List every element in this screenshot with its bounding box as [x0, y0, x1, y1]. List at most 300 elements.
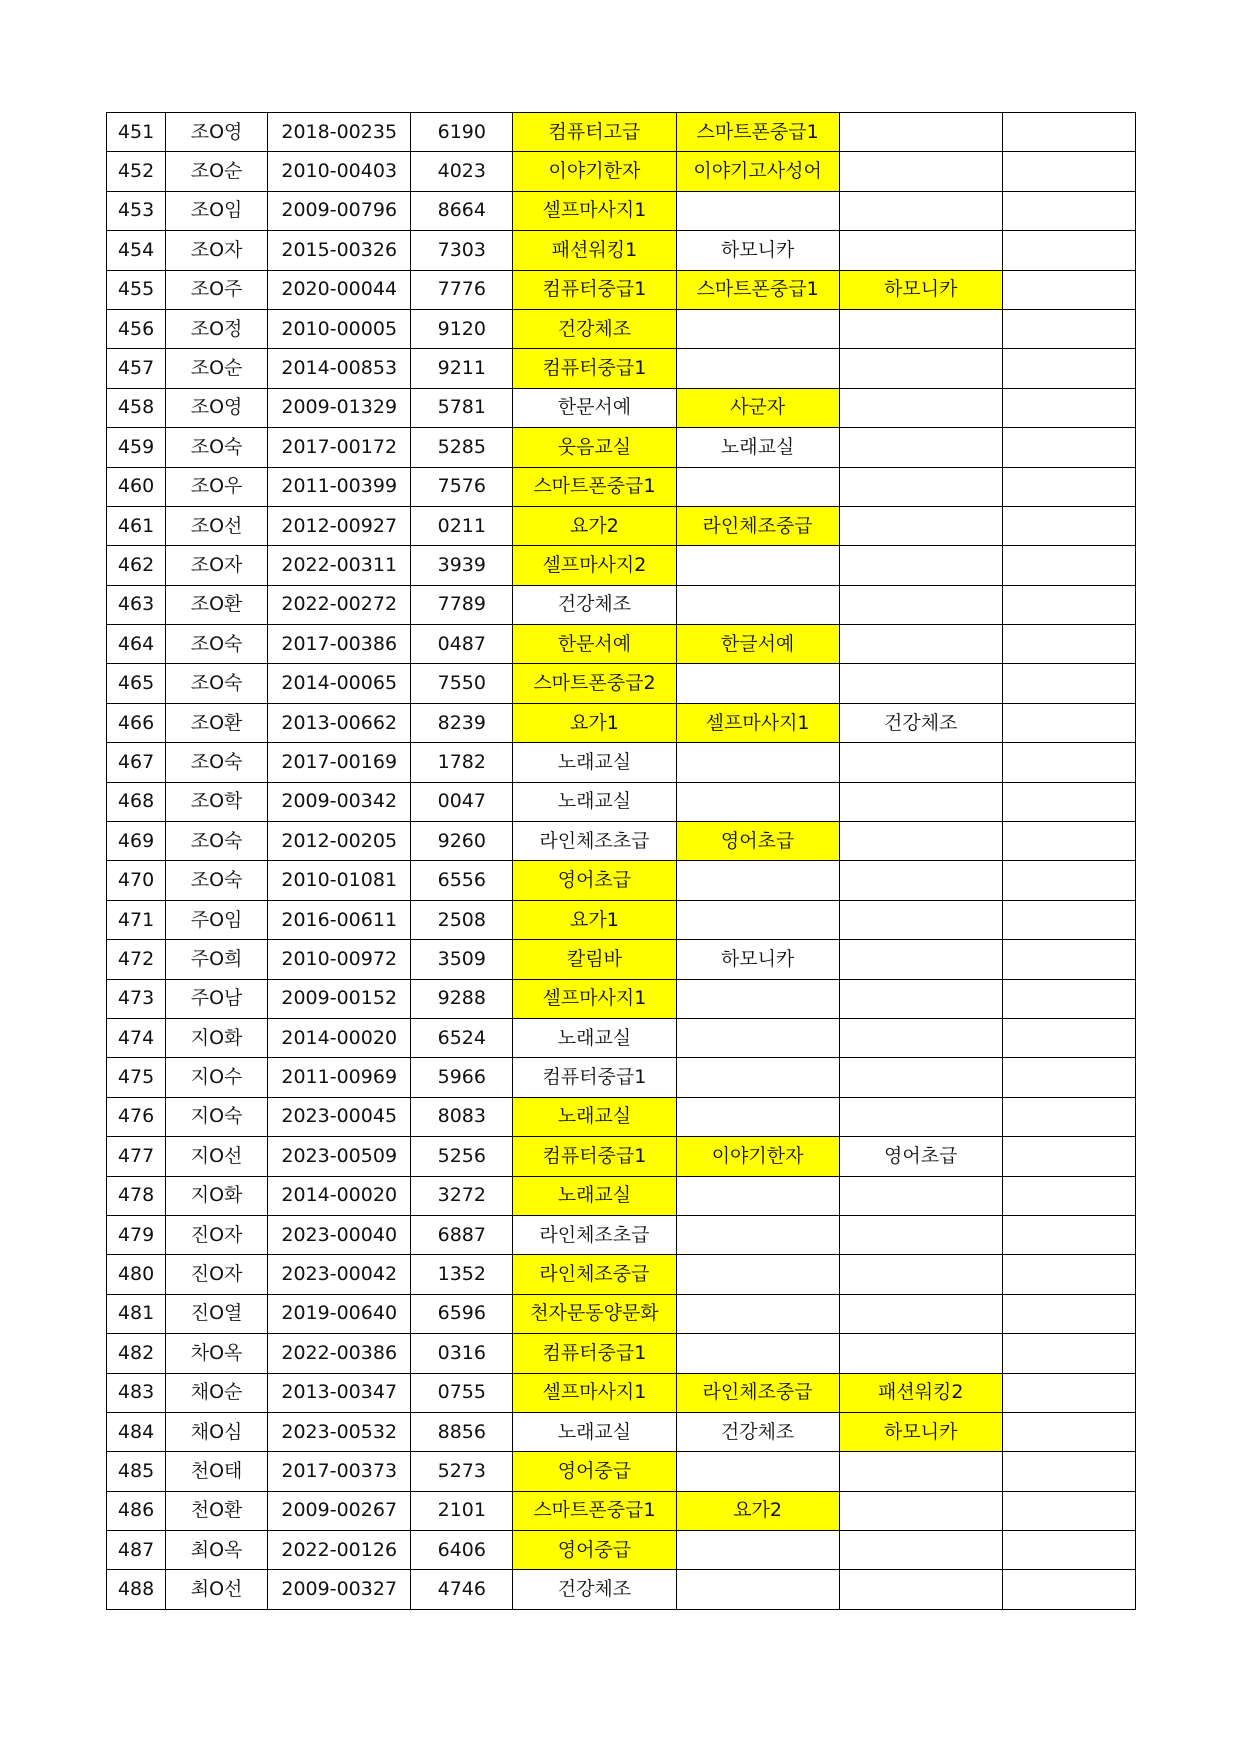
- course-3-cell: [839, 1294, 1002, 1333]
- table-row: [107, 1570, 1136, 1609]
- course-1-cell: 영어중급: [513, 1531, 676, 1570]
- member-name-cell: 지O화: [166, 1176, 268, 1215]
- course-1-cell: 건강체조: [513, 1570, 676, 1609]
- empty-cell: [1002, 349, 1135, 388]
- course-1-cell: 컴퓨터중급1: [513, 1334, 676, 1373]
- course-2-cell: [676, 1255, 839, 1294]
- member-code-cell: 5256: [411, 1137, 513, 1176]
- member-id-cell: 2013-00347: [268, 1373, 411, 1412]
- row-number-cell: 487: [107, 1531, 166, 1570]
- course-3-cell: [839, 546, 1002, 585]
- course-1-cell: 칼림바: [513, 940, 676, 979]
- row-number-cell: 471: [107, 900, 166, 939]
- row-number-cell: 470: [107, 861, 166, 900]
- row-number-cell: 453: [107, 191, 166, 230]
- course-2-cell: 셀프마사지1: [676, 703, 839, 742]
- table-row: [107, 1097, 1136, 1136]
- table-row: [107, 191, 1136, 230]
- row-number-cell: 488: [107, 1570, 166, 1609]
- course-2-cell: [676, 1058, 839, 1097]
- member-id-cell: 2012-00205: [268, 822, 411, 861]
- course-1-cell: 셀프마사지1: [513, 979, 676, 1018]
- member-name-cell: 지O수: [166, 1058, 268, 1097]
- member-name-cell: 조O환: [166, 585, 268, 624]
- table-row: [107, 703, 1136, 742]
- course-1-cell: 라인체조초급: [513, 822, 676, 861]
- course-3-cell: [839, 861, 1002, 900]
- member-name-cell: 조O숙: [166, 428, 268, 467]
- empty-cell: [1002, 231, 1135, 270]
- empty-cell: [1002, 1137, 1135, 1176]
- course-3-cell: [839, 506, 1002, 545]
- empty-cell: [1002, 1373, 1135, 1412]
- member-id-cell: 2014-00853: [268, 349, 411, 388]
- course-2-cell: [676, 1570, 839, 1609]
- course-3-cell: [839, 1018, 1002, 1057]
- member-id-cell: 2010-01081: [268, 861, 411, 900]
- member-id-cell: 2023-00509: [268, 1137, 411, 1176]
- member-id-cell: 2011-00969: [268, 1058, 411, 1097]
- course-3-cell: 영어초급: [839, 1137, 1002, 1176]
- row-number-cell: 462: [107, 546, 166, 585]
- row-number-cell: 474: [107, 1018, 166, 1057]
- member-code-cell: 8239: [411, 703, 513, 742]
- course-3-cell: [839, 152, 1002, 191]
- table-row: [107, 1531, 1136, 1570]
- course-2-cell: 영어초급: [676, 822, 839, 861]
- member-name-cell: 조O영: [166, 113, 268, 152]
- empty-cell: [1002, 625, 1135, 664]
- member-id-cell: 2022-00272: [268, 585, 411, 624]
- course-1-cell: 노래교실: [513, 1018, 676, 1057]
- member-code-cell: 5781: [411, 388, 513, 427]
- member-name-cell: 지O선: [166, 1137, 268, 1176]
- empty-cell: [1002, 1255, 1135, 1294]
- course-1-cell: 컴퓨터중급1: [513, 349, 676, 388]
- course-1-cell: 노래교실: [513, 782, 676, 821]
- member-id-cell: 2013-00662: [268, 703, 411, 742]
- table-row: [107, 1058, 1136, 1097]
- course-1-cell: 컴퓨터중급1: [513, 1137, 676, 1176]
- course-2-cell: [676, 349, 839, 388]
- member-name-cell: 조O숙: [166, 861, 268, 900]
- member-code-cell: 7550: [411, 664, 513, 703]
- empty-cell: [1002, 152, 1135, 191]
- course-2-cell: 하모니카: [676, 231, 839, 270]
- course-3-cell: [839, 191, 1002, 230]
- empty-cell: [1002, 1176, 1135, 1215]
- table-row: [107, 940, 1136, 979]
- course-1-cell: 요가1: [513, 703, 676, 742]
- member-id-cell: 2011-00399: [268, 467, 411, 506]
- course-2-cell: [676, 191, 839, 230]
- table-row: [107, 861, 1136, 900]
- empty-cell: [1002, 467, 1135, 506]
- member-name-cell: 조O학: [166, 782, 268, 821]
- row-number-cell: 465: [107, 664, 166, 703]
- member-name-cell: 지O숙: [166, 1097, 268, 1136]
- empty-cell: [1002, 1215, 1135, 1254]
- table-row: [107, 1137, 1136, 1176]
- course-2-cell: [676, 1097, 839, 1136]
- course-1-cell: 영어중급: [513, 1452, 676, 1491]
- course-2-cell: [676, 979, 839, 1018]
- course-2-cell: [676, 1294, 839, 1333]
- empty-cell: [1002, 546, 1135, 585]
- course-2-cell: [676, 1334, 839, 1373]
- row-number-cell: 454: [107, 231, 166, 270]
- course-3-cell: [839, 388, 1002, 427]
- course-1-cell: 한문서예: [513, 625, 676, 664]
- member-code-cell: 0487: [411, 625, 513, 664]
- course-3-cell: [839, 231, 1002, 270]
- table-row: [107, 1294, 1136, 1333]
- member-name-cell: 조O자: [166, 546, 268, 585]
- empty-cell: [1002, 861, 1135, 900]
- member-name-cell: 채O순: [166, 1373, 268, 1412]
- member-code-cell: 3272: [411, 1176, 513, 1215]
- course-1-cell: 이야기한자: [513, 152, 676, 191]
- row-number-cell: 459: [107, 428, 166, 467]
- course-1-cell: 라인체조초급: [513, 1215, 676, 1254]
- member-name-cell: 조O자: [166, 231, 268, 270]
- member-code-cell: 6190: [411, 113, 513, 152]
- member-id-cell: 2020-00044: [268, 270, 411, 309]
- member-id-cell: 2009-01329: [268, 388, 411, 427]
- course-3-cell: [839, 349, 1002, 388]
- enrollment-table: [106, 112, 1136, 1610]
- course-3-cell: [839, 1255, 1002, 1294]
- empty-cell: [1002, 1491, 1135, 1530]
- member-code-cell: 4023: [411, 152, 513, 191]
- member-name-cell: 조O임: [166, 191, 268, 230]
- row-number-cell: 485: [107, 1452, 166, 1491]
- empty-cell: [1002, 428, 1135, 467]
- course-3-cell: 건강체조: [839, 703, 1002, 742]
- row-number-cell: 466: [107, 703, 166, 742]
- table-row: [107, 388, 1136, 427]
- table-row: [107, 1452, 1136, 1491]
- member-code-cell: 6406: [411, 1531, 513, 1570]
- member-name-cell: 주O임: [166, 900, 268, 939]
- member-code-cell: 1782: [411, 743, 513, 782]
- row-number-cell: 473: [107, 979, 166, 1018]
- course-1-cell: 요가2: [513, 506, 676, 545]
- member-name-cell: 진O자: [166, 1255, 268, 1294]
- member-name-cell: 조O순: [166, 349, 268, 388]
- course-2-cell: 라인체조중급: [676, 1373, 839, 1412]
- member-code-cell: 3509: [411, 940, 513, 979]
- row-number-cell: 456: [107, 309, 166, 348]
- member-id-cell: 2009-00267: [268, 1491, 411, 1530]
- table-row: [107, 1176, 1136, 1215]
- row-number-cell: 452: [107, 152, 166, 191]
- member-id-cell: 2009-00796: [268, 191, 411, 230]
- member-name-cell: 조O숙: [166, 822, 268, 861]
- table-row: [107, 270, 1136, 309]
- member-code-cell: 5273: [411, 1452, 513, 1491]
- course-1-cell: 노래교실: [513, 743, 676, 782]
- empty-cell: [1002, 900, 1135, 939]
- member-id-cell: 2010-00972: [268, 940, 411, 979]
- course-1-cell: 컴퓨터고급: [513, 113, 676, 152]
- member-code-cell: 7776: [411, 270, 513, 309]
- course-2-cell: [676, 861, 839, 900]
- member-id-cell: 2019-00640: [268, 1294, 411, 1333]
- table-row: [107, 900, 1136, 939]
- course-2-cell: 한글서예: [676, 625, 839, 664]
- table-row: [107, 1215, 1136, 1254]
- member-code-cell: 8083: [411, 1097, 513, 1136]
- table-row: [107, 625, 1136, 664]
- member-code-cell: 0755: [411, 1373, 513, 1412]
- member-id-cell: 2010-00005: [268, 309, 411, 348]
- table-row: [107, 231, 1136, 270]
- empty-cell: [1002, 1570, 1135, 1609]
- member-id-cell: 2017-00169: [268, 743, 411, 782]
- empty-cell: [1002, 388, 1135, 427]
- empty-cell: [1002, 191, 1135, 230]
- course-1-cell: 건강체조: [513, 585, 676, 624]
- empty-cell: [1002, 703, 1135, 742]
- member-code-cell: 7789: [411, 585, 513, 624]
- table-row: [107, 309, 1136, 348]
- row-number-cell: 468: [107, 782, 166, 821]
- row-number-cell: 476: [107, 1097, 166, 1136]
- empty-cell: [1002, 506, 1135, 545]
- table-row: [107, 546, 1136, 585]
- member-code-cell: 7576: [411, 467, 513, 506]
- member-id-cell: 2022-00311: [268, 546, 411, 585]
- empty-cell: [1002, 1294, 1135, 1333]
- course-3-cell: [839, 428, 1002, 467]
- member-code-cell: 0316: [411, 1334, 513, 1373]
- table-row: [107, 1412, 1136, 1451]
- table-row: [107, 467, 1136, 506]
- course-1-cell: 영어초급: [513, 861, 676, 900]
- member-code-cell: 5285: [411, 428, 513, 467]
- member-name-cell: 주O희: [166, 940, 268, 979]
- course-2-cell: 사군자: [676, 388, 839, 427]
- course-2-cell: 이야기한자: [676, 1137, 839, 1176]
- member-id-cell: 2017-00172: [268, 428, 411, 467]
- row-number-cell: 458: [107, 388, 166, 427]
- course-1-cell: 천자문동양문화: [513, 1294, 676, 1333]
- empty-cell: [1002, 270, 1135, 309]
- member-id-cell: 2017-00373: [268, 1452, 411, 1491]
- member-id-cell: 2014-00020: [268, 1018, 411, 1057]
- table-body: [107, 113, 1136, 1610]
- member-code-cell: 2101: [411, 1491, 513, 1530]
- empty-cell: [1002, 1018, 1135, 1057]
- course-3-cell: [839, 113, 1002, 152]
- member-name-cell: 진O자: [166, 1215, 268, 1254]
- course-2-cell: [676, 900, 839, 939]
- member-name-cell: 천O태: [166, 1452, 268, 1491]
- course-2-cell: [676, 1531, 839, 1570]
- member-code-cell: 6556: [411, 861, 513, 900]
- course-1-cell: 노래교실: [513, 1176, 676, 1215]
- course-2-cell: [676, 1176, 839, 1215]
- member-id-cell: 2010-00403: [268, 152, 411, 191]
- row-number-cell: 484: [107, 1412, 166, 1451]
- member-code-cell: 6596: [411, 1294, 513, 1333]
- course-1-cell: 셀프마사지2: [513, 546, 676, 585]
- table-row: [107, 782, 1136, 821]
- course-1-cell: 한문서예: [513, 388, 676, 427]
- course-2-cell: 스마트폰중급1: [676, 270, 839, 309]
- member-id-cell: 2009-00152: [268, 979, 411, 1018]
- course-3-cell: [839, 467, 1002, 506]
- member-id-cell: 2014-00065: [268, 664, 411, 703]
- empty-cell: [1002, 782, 1135, 821]
- course-3-cell: [839, 743, 1002, 782]
- row-number-cell: 486: [107, 1491, 166, 1530]
- course-3-cell: [839, 1058, 1002, 1097]
- empty-cell: [1002, 940, 1135, 979]
- row-number-cell: 472: [107, 940, 166, 979]
- course-3-cell: [839, 900, 1002, 939]
- member-name-cell: 차O옥: [166, 1334, 268, 1373]
- member-name-cell: 조O환: [166, 703, 268, 742]
- row-number-cell: 455: [107, 270, 166, 309]
- row-number-cell: 482: [107, 1334, 166, 1373]
- member-name-cell: 천O환: [166, 1491, 268, 1530]
- member-name-cell: 조O우: [166, 467, 268, 506]
- course-3-cell: [839, 1452, 1002, 1491]
- course-2-cell: [676, 743, 839, 782]
- member-code-cell: 6887: [411, 1215, 513, 1254]
- empty-cell: [1002, 585, 1135, 624]
- course-2-cell: 라인체조중급: [676, 506, 839, 545]
- course-3-cell: [839, 664, 1002, 703]
- course-1-cell: 노래교실: [513, 1412, 676, 1451]
- table-row: [107, 113, 1136, 152]
- row-number-cell: 461: [107, 506, 166, 545]
- member-code-cell: 2508: [411, 900, 513, 939]
- course-2-cell: [676, 585, 839, 624]
- member-code-cell: 0211: [411, 506, 513, 545]
- course-1-cell: 패션워킹1: [513, 231, 676, 270]
- member-code-cell: 5966: [411, 1058, 513, 1097]
- table-row: [107, 506, 1136, 545]
- member-code-cell: 3939: [411, 546, 513, 585]
- empty-cell: [1002, 743, 1135, 782]
- course-2-cell: [676, 546, 839, 585]
- member-id-cell: 2018-00235: [268, 113, 411, 152]
- member-id-cell: 2023-00040: [268, 1215, 411, 1254]
- member-code-cell: 9288: [411, 979, 513, 1018]
- course-3-cell: [839, 1570, 1002, 1609]
- member-name-cell: 조O정: [166, 309, 268, 348]
- course-3-cell: [839, 940, 1002, 979]
- member-code-cell: 1352: [411, 1255, 513, 1294]
- member-name-cell: 지O화: [166, 1018, 268, 1057]
- row-number-cell: 475: [107, 1058, 166, 1097]
- course-1-cell: 라인체조중급: [513, 1255, 676, 1294]
- member-code-cell: 9260: [411, 822, 513, 861]
- member-id-cell: 2023-00042: [268, 1255, 411, 1294]
- table-row: [107, 1373, 1136, 1412]
- course-3-cell: [839, 1215, 1002, 1254]
- member-name-cell: 조O숙: [166, 664, 268, 703]
- empty-cell: [1002, 1334, 1135, 1373]
- course-2-cell: 노래교실: [676, 428, 839, 467]
- table-row: [107, 664, 1136, 703]
- row-number-cell: 460: [107, 467, 166, 506]
- course-2-cell: 이야기고사성어: [676, 152, 839, 191]
- member-id-cell: 2015-00326: [268, 231, 411, 270]
- course-3-cell: [839, 1334, 1002, 1373]
- empty-cell: [1002, 1097, 1135, 1136]
- course-1-cell: 스마트폰중급2: [513, 664, 676, 703]
- course-1-cell: 컴퓨터중급1: [513, 270, 676, 309]
- course-2-cell: [676, 1215, 839, 1254]
- course-3-cell: [839, 1531, 1002, 1570]
- empty-cell: [1002, 1058, 1135, 1097]
- member-id-cell: 2014-00020: [268, 1176, 411, 1215]
- table-row: [107, 979, 1136, 1018]
- course-2-cell: 하모니카: [676, 940, 839, 979]
- row-number-cell: 477: [107, 1137, 166, 1176]
- course-2-cell: [676, 309, 839, 348]
- member-name-cell: 최O선: [166, 1570, 268, 1609]
- course-3-cell: [839, 822, 1002, 861]
- table-row: [107, 349, 1136, 388]
- member-code-cell: 4746: [411, 1570, 513, 1609]
- empty-cell: [1002, 1531, 1135, 1570]
- member-id-cell: 2022-00386: [268, 1334, 411, 1373]
- course-3-cell: [839, 1176, 1002, 1215]
- member-id-cell: 2012-00927: [268, 506, 411, 545]
- table-row: [107, 428, 1136, 467]
- course-3-cell: 하모니카: [839, 1412, 1002, 1451]
- row-number-cell: 478: [107, 1176, 166, 1215]
- member-name-cell: 조O영: [166, 388, 268, 427]
- table-row: [107, 1334, 1136, 1373]
- member-id-cell: 2023-00532: [268, 1412, 411, 1451]
- course-2-cell: [676, 467, 839, 506]
- row-number-cell: 481: [107, 1294, 166, 1333]
- member-name-cell: 조O숙: [166, 625, 268, 664]
- course-2-cell: 건강체조: [676, 1412, 839, 1451]
- course-2-cell: 스마트폰중급1: [676, 113, 839, 152]
- member-code-cell: 6524: [411, 1018, 513, 1057]
- row-number-cell: 469: [107, 822, 166, 861]
- member-id-cell: 2022-00126: [268, 1531, 411, 1570]
- empty-cell: [1002, 979, 1135, 1018]
- course-1-cell: 건강체조: [513, 309, 676, 348]
- member-name-cell: 조O선: [166, 506, 268, 545]
- member-code-cell: 7303: [411, 231, 513, 270]
- course-1-cell: 셀프마사지1: [513, 191, 676, 230]
- course-2-cell: 요가2: [676, 1491, 839, 1530]
- course-3-cell: [839, 309, 1002, 348]
- course-1-cell: 스마트폰중급1: [513, 1491, 676, 1530]
- table-row: [107, 822, 1136, 861]
- empty-cell: [1002, 309, 1135, 348]
- row-number-cell: 464: [107, 625, 166, 664]
- member-id-cell: 2016-00611: [268, 900, 411, 939]
- course-3-cell: [839, 625, 1002, 664]
- course-1-cell: 웃음교실: [513, 428, 676, 467]
- empty-cell: [1002, 822, 1135, 861]
- course-3-cell: [839, 782, 1002, 821]
- empty-cell: [1002, 664, 1135, 703]
- course-3-cell: [839, 585, 1002, 624]
- empty-cell: [1002, 1452, 1135, 1491]
- empty-cell: [1002, 1412, 1135, 1451]
